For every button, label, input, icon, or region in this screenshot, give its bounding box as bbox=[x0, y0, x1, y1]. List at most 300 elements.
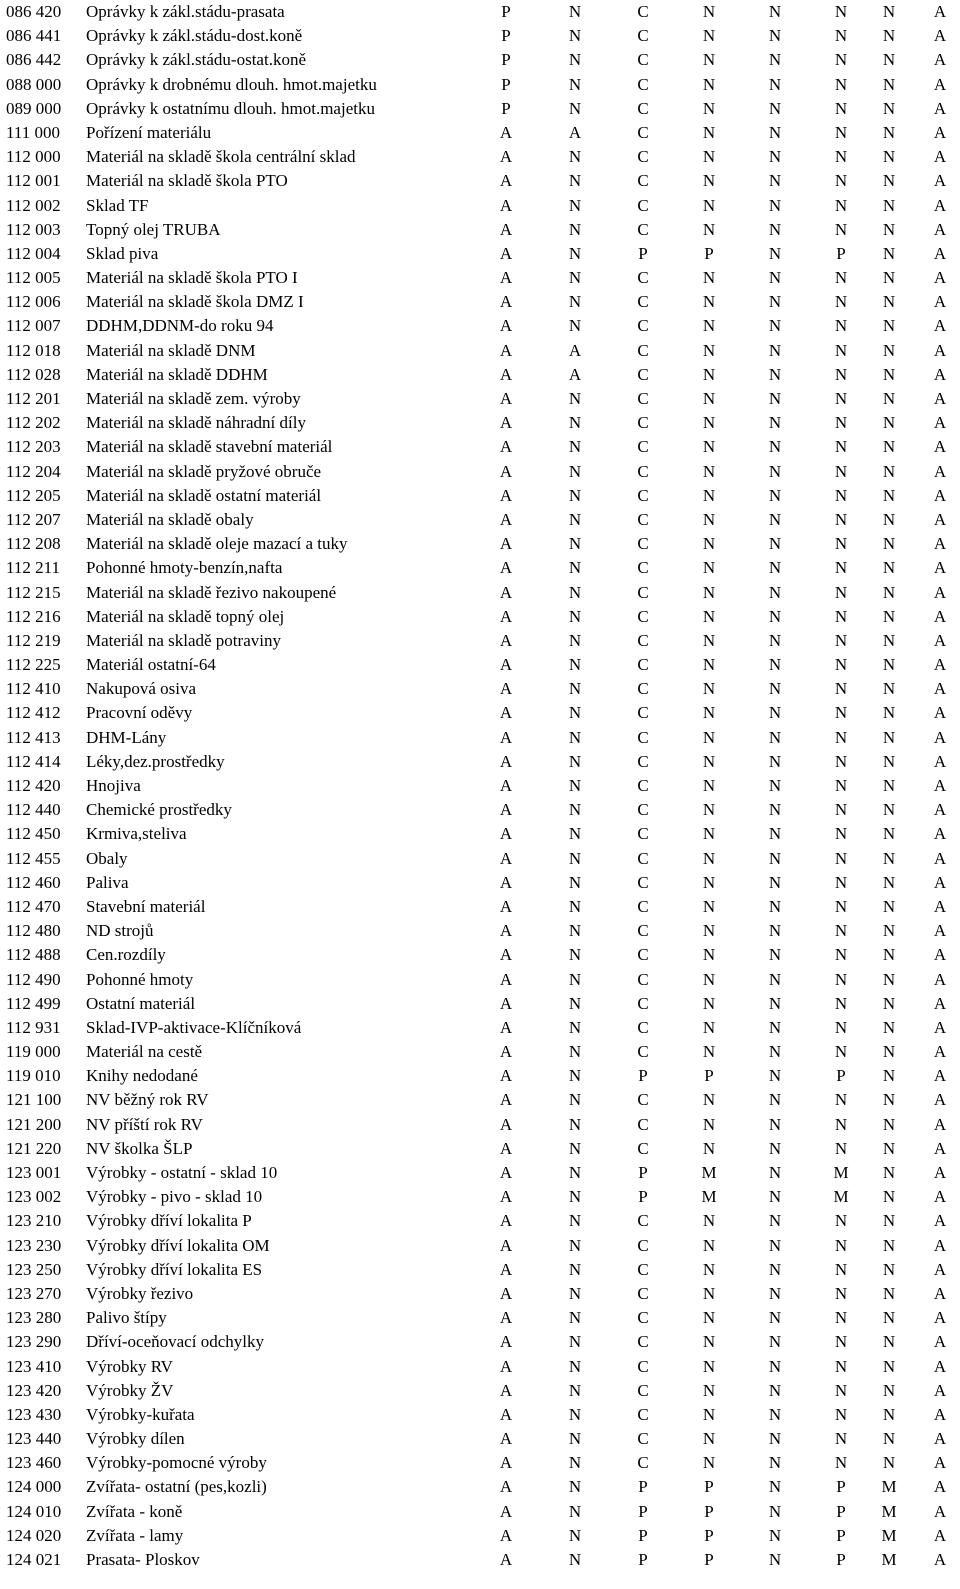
flag-cell: N bbox=[882, 50, 896, 70]
account-name: Materiál na skladě ostatní materiál bbox=[86, 485, 322, 505]
account-name: Léky,dez.prostředky bbox=[86, 751, 225, 771]
flag-cell: A bbox=[499, 1429, 513, 1449]
flag-cell: N bbox=[834, 776, 848, 795]
flag-cell: N bbox=[882, 1453, 896, 1473]
account-code: 123 440 bbox=[6, 1429, 62, 1449]
flag-cell: A bbox=[933, 1332, 947, 1352]
flag-cell: N bbox=[834, 74, 848, 94]
account-name: Stavební materiál bbox=[86, 896, 206, 916]
table-row bbox=[0, 556, 960, 580]
flag-cell: C bbox=[637, 1017, 649, 1037]
table-row bbox=[0, 919, 960, 943]
flag-cell: N bbox=[768, 824, 782, 844]
flag-cell: A bbox=[933, 1114, 947, 1134]
account-name: Pohonné hmoty-benzín,nafta bbox=[86, 558, 283, 578]
flag-cell: N bbox=[882, 1138, 896, 1158]
account-name: Materiál na cestě bbox=[86, 1042, 203, 1062]
flag-cell: N bbox=[768, 1308, 782, 1328]
flag-cell: N bbox=[768, 727, 782, 747]
account-code: 112 007 bbox=[6, 316, 61, 336]
flag-cell: C bbox=[637, 171, 649, 191]
flag-cell: N bbox=[702, 1283, 716, 1303]
account-name: Materiál na skladě škola PTO I bbox=[86, 268, 298, 288]
flag-cell: A bbox=[499, 437, 513, 457]
flag-cell: N bbox=[568, 1163, 582, 1182]
flag-cell: N bbox=[568, 219, 582, 239]
account-code: 123 430 bbox=[6, 1404, 62, 1424]
flag-cell: A bbox=[933, 509, 947, 529]
flag-cell: N bbox=[568, 872, 582, 892]
flag-cell: N bbox=[768, 1380, 782, 1400]
flag-cell: A bbox=[499, 848, 513, 868]
flag-cell: N bbox=[834, 147, 848, 167]
flag-cell: N bbox=[768, 1066, 782, 1086]
table-row bbox=[0, 145, 960, 169]
flag-cell: N bbox=[702, 1404, 716, 1424]
flag-cell: N bbox=[702, 122, 716, 142]
flag-cell: N bbox=[768, 485, 782, 505]
flag-cell: C bbox=[637, 461, 649, 481]
flag-cell: N bbox=[768, 50, 782, 70]
flag-cell: A bbox=[499, 1163, 513, 1182]
flag-cell: A bbox=[933, 1138, 947, 1158]
flag-cell: C bbox=[637, 1453, 649, 1473]
table-row bbox=[0, 460, 960, 484]
flag-cell: N bbox=[702, 1138, 716, 1158]
account-code: 124 020 bbox=[6, 1525, 62, 1545]
flag-cell: N bbox=[768, 945, 782, 965]
table-row bbox=[0, 629, 960, 653]
flag-cell: C bbox=[637, 1429, 649, 1449]
flag-cell: N bbox=[702, 195, 716, 215]
flag-cell: N bbox=[834, 1114, 848, 1134]
table-row bbox=[0, 822, 960, 846]
flag-cell: A bbox=[499, 679, 513, 699]
flag-cell: N bbox=[768, 1356, 782, 1376]
account-name: Sklad TF bbox=[86, 195, 149, 215]
flag-cell: N bbox=[568, 1453, 582, 1473]
flag-cell: N bbox=[568, 1308, 582, 1328]
flag-cell: N bbox=[702, 848, 716, 868]
table-row bbox=[0, 871, 960, 895]
account-name: Výrobky řezivo bbox=[86, 1283, 194, 1303]
flag-cell: N bbox=[702, 1380, 716, 1400]
flag-cell: N bbox=[834, 1356, 848, 1376]
flag-cell: N bbox=[768, 195, 782, 215]
flag-cell: N bbox=[768, 751, 782, 771]
flag-cell: P bbox=[704, 243, 714, 263]
flag-cell: N bbox=[882, 534, 896, 554]
account-name: Výrobky - pivo - sklad 10 bbox=[86, 1187, 263, 1207]
flag-cell: N bbox=[702, 98, 716, 118]
flag-cell: N bbox=[568, 1138, 582, 1158]
flag-cell: C bbox=[637, 2, 649, 21]
account-code: 112 414 bbox=[6, 751, 61, 771]
flag-cell: A bbox=[499, 1259, 513, 1279]
flag-cell: A bbox=[933, 1525, 947, 1545]
flag-cell: C bbox=[637, 558, 649, 578]
flag-cell: C bbox=[637, 50, 649, 70]
flag-cell: C bbox=[637, 606, 649, 626]
flag-cell: C bbox=[637, 1332, 649, 1352]
flag-cell: N bbox=[882, 945, 896, 965]
flag-cell: A bbox=[499, 1235, 513, 1255]
flag-cell: A bbox=[499, 1283, 513, 1303]
flag-cell: A bbox=[499, 1042, 513, 1062]
flag-cell: A bbox=[499, 268, 513, 288]
flag-cell: A bbox=[933, 461, 947, 481]
account-code: 112 440 bbox=[6, 800, 61, 820]
account-code: 121 220 bbox=[6, 1138, 62, 1158]
flag-cell: A bbox=[499, 1332, 513, 1352]
flag-cell: N bbox=[882, 800, 896, 820]
flag-cell: C bbox=[637, 800, 649, 820]
flag-cell: C bbox=[637, 316, 649, 336]
flag-cell: A bbox=[499, 1453, 513, 1473]
flag-cell: N bbox=[702, 679, 716, 699]
flag-cell: N bbox=[882, 2, 896, 21]
flag-cell: N bbox=[702, 534, 716, 554]
flag-cell: N bbox=[834, 98, 848, 118]
flag-cell: N bbox=[882, 582, 896, 602]
flag-cell: N bbox=[768, 389, 782, 408]
flag-cell: A bbox=[499, 461, 513, 481]
flag-cell: A bbox=[499, 485, 513, 505]
flag-cell: N bbox=[882, 655, 896, 675]
flag-cell: C bbox=[637, 74, 649, 94]
flag-cell: N bbox=[702, 606, 716, 626]
table-row bbox=[0, 677, 960, 701]
flag-cell: N bbox=[882, 1066, 896, 1086]
flag-cell: A bbox=[933, 1477, 947, 1497]
account-name: Výrobky dříví lokalita P bbox=[86, 1211, 252, 1231]
flag-cell: N bbox=[568, 558, 582, 578]
account-name: Oprávky k zákl.stádu-dost.koně bbox=[86, 26, 303, 46]
flag-cell: N bbox=[568, 461, 582, 481]
flag-cell: N bbox=[768, 896, 782, 916]
flag-cell: N bbox=[834, 219, 848, 239]
flag-cell: N bbox=[702, 1332, 716, 1352]
flag-cell: A bbox=[933, 1453, 947, 1473]
account-code: 089 000 bbox=[6, 98, 62, 118]
flag-cell: A bbox=[933, 1429, 947, 1449]
flag-cell: N bbox=[882, 824, 896, 844]
flag-cell: N bbox=[882, 1187, 896, 1207]
flag-cell: C bbox=[637, 896, 649, 916]
account-code: 123 290 bbox=[6, 1332, 62, 1352]
flag-cell: N bbox=[768, 147, 782, 167]
flag-cell: N bbox=[834, 171, 848, 191]
flag-cell: N bbox=[882, 74, 896, 94]
flag-cell: N bbox=[702, 1308, 716, 1328]
flag-cell: A bbox=[933, 364, 947, 384]
flag-cell: A bbox=[933, 122, 947, 142]
flag-cell: N bbox=[882, 606, 896, 626]
flag-cell: A bbox=[933, 1259, 947, 1279]
flag-cell: N bbox=[768, 98, 782, 118]
flag-cell: N bbox=[834, 969, 848, 989]
table-row bbox=[0, 411, 960, 435]
flag-cell: N bbox=[568, 679, 582, 699]
flag-cell: N bbox=[768, 268, 782, 288]
flag-cell: N bbox=[882, 292, 896, 312]
flag-cell: N bbox=[568, 848, 582, 868]
flag-cell: N bbox=[568, 1017, 582, 1037]
table-row bbox=[0, 1088, 960, 1112]
flag-cell: N bbox=[882, 268, 896, 288]
flag-cell: N bbox=[768, 413, 782, 433]
account-code: 111 000 bbox=[6, 122, 60, 142]
account-name: Zvířata - koně bbox=[86, 1501, 183, 1521]
flag-cell: C bbox=[637, 122, 649, 142]
flag-cell: N bbox=[568, 1501, 582, 1521]
flag-cell: A bbox=[933, 1163, 947, 1182]
flag-cell: N bbox=[834, 1259, 848, 1279]
account-name: Výrobky - ostatní - sklad 10 bbox=[86, 1163, 278, 1182]
flag-cell: A bbox=[933, 268, 947, 288]
table-row bbox=[0, 73, 960, 97]
account-code: 112 001 bbox=[6, 171, 61, 191]
flag-cell: N bbox=[568, 74, 582, 94]
flag-cell: N bbox=[882, 1332, 896, 1352]
flag-cell: N bbox=[834, 268, 848, 288]
flag-cell: M bbox=[881, 1477, 897, 1497]
flag-cell: A bbox=[499, 727, 513, 747]
table-row bbox=[0, 1306, 960, 1330]
flag-cell: N bbox=[834, 1453, 848, 1473]
flag-cell: N bbox=[768, 872, 782, 892]
flag-cell: N bbox=[834, 122, 848, 142]
flag-cell: N bbox=[568, 1380, 582, 1400]
account-name: Výrobky dříví lokalita OM bbox=[86, 1235, 270, 1255]
flag-cell: N bbox=[882, 969, 896, 989]
account-name: Výrobky dříví lokalita ES bbox=[86, 1259, 263, 1279]
flag-cell: N bbox=[834, 679, 848, 699]
flag-cell: N bbox=[768, 1332, 782, 1352]
flag-cell: N bbox=[882, 1163, 896, 1182]
flag-cell: P bbox=[836, 1525, 846, 1545]
flag-cell: C bbox=[637, 437, 649, 457]
flag-cell: N bbox=[568, 630, 582, 650]
account-name: Výrobky-kuřata bbox=[86, 1404, 195, 1424]
flag-cell: N bbox=[882, 1017, 896, 1037]
flag-cell: C bbox=[637, 993, 649, 1013]
flag-cell: N bbox=[568, 292, 582, 312]
account-name: Výrobky RV bbox=[86, 1356, 173, 1376]
flag-cell: N bbox=[702, 896, 716, 916]
flag-cell: N bbox=[834, 800, 848, 820]
account-name: ND strojů bbox=[86, 921, 154, 941]
flag-cell: N bbox=[568, 993, 582, 1013]
table-row bbox=[0, 1524, 960, 1548]
flag-cell: A bbox=[933, 824, 947, 844]
flag-cell: N bbox=[768, 679, 782, 699]
flag-cell: A bbox=[933, 969, 947, 989]
flag-cell: N bbox=[768, 921, 782, 941]
account-code: 112 004 bbox=[6, 243, 61, 263]
flag-cell: N bbox=[702, 2, 716, 21]
flag-cell: N bbox=[834, 1404, 848, 1424]
flag-cell: P bbox=[638, 1477, 648, 1497]
flag-cell: C bbox=[637, 1283, 649, 1303]
table-row bbox=[0, 1451, 960, 1475]
flag-cell: N bbox=[702, 74, 716, 94]
flag-cell: C bbox=[637, 268, 649, 288]
table-row bbox=[0, 1161, 960, 1185]
table-row bbox=[0, 169, 960, 193]
flag-cell: A bbox=[933, 679, 947, 699]
flag-cell: A bbox=[499, 1477, 513, 1497]
flag-cell: A bbox=[499, 292, 513, 312]
flag-cell: A bbox=[499, 1550, 513, 1569]
flag-cell: N bbox=[834, 921, 848, 941]
table-row bbox=[0, 1137, 960, 1161]
table-row bbox=[0, 653, 960, 677]
account-name: Oprávky k drobnému dlouh. hmot.majetku bbox=[86, 74, 377, 94]
flag-cell: N bbox=[768, 1429, 782, 1449]
flag-cell: P bbox=[501, 74, 511, 94]
flag-cell: N bbox=[768, 848, 782, 868]
flag-cell: N bbox=[834, 751, 848, 771]
flag-cell: N bbox=[882, 1211, 896, 1231]
flag-cell: N bbox=[768, 1550, 782, 1569]
flag-cell: A bbox=[933, 74, 947, 94]
flag-cell: N bbox=[702, 509, 716, 529]
flag-cell: N bbox=[702, 921, 716, 941]
table-row bbox=[0, 701, 960, 725]
flag-cell: N bbox=[702, 1259, 716, 1279]
account-code: 119 010 bbox=[6, 1066, 61, 1086]
flag-cell: N bbox=[768, 1114, 782, 1134]
flag-cell: N bbox=[702, 485, 716, 505]
flag-cell: A bbox=[499, 703, 513, 723]
flag-cell: N bbox=[882, 461, 896, 481]
flag-cell: N bbox=[702, 268, 716, 288]
table-row bbox=[0, 968, 960, 992]
flag-cell: A bbox=[499, 1211, 513, 1231]
flag-cell: N bbox=[568, 703, 582, 723]
account-code: 112 028 bbox=[6, 364, 61, 384]
flag-cell: N bbox=[768, 2, 782, 21]
flag-cell: A bbox=[499, 389, 513, 408]
flag-cell: C bbox=[637, 630, 649, 650]
table-row bbox=[0, 1258, 960, 1282]
flag-cell: N bbox=[568, 606, 582, 626]
table-row bbox=[0, 750, 960, 774]
flag-cell: N bbox=[768, 969, 782, 989]
flag-cell: N bbox=[834, 872, 848, 892]
flag-cell: N bbox=[568, 1283, 582, 1303]
flag-cell: N bbox=[834, 993, 848, 1013]
flag-cell: A bbox=[933, 558, 947, 578]
flag-cell: C bbox=[637, 751, 649, 771]
flag-cell: N bbox=[882, 921, 896, 941]
table-row bbox=[0, 1016, 960, 1040]
flag-cell: N bbox=[568, 485, 582, 505]
flag-cell: N bbox=[834, 630, 848, 650]
table-row bbox=[0, 1403, 960, 1427]
flag-cell: N bbox=[702, 993, 716, 1013]
account-code: 123 410 bbox=[6, 1356, 62, 1376]
flag-cell: C bbox=[637, 1042, 649, 1062]
flag-cell: N bbox=[702, 1453, 716, 1473]
flag-cell: A bbox=[499, 921, 513, 941]
flag-cell: A bbox=[933, 1042, 947, 1062]
flag-cell: N bbox=[568, 727, 582, 747]
flag-cell: N bbox=[834, 558, 848, 578]
account-code: 112 460 bbox=[6, 872, 61, 892]
flag-cell: N bbox=[568, 1477, 582, 1497]
flag-cell: C bbox=[637, 848, 649, 868]
flag-cell: N bbox=[834, 896, 848, 916]
flag-cell: N bbox=[768, 122, 782, 142]
account-code: 112 204 bbox=[6, 461, 61, 481]
table-row bbox=[0, 0, 960, 24]
flag-cell: N bbox=[702, 945, 716, 965]
flag-cell: N bbox=[568, 1356, 582, 1376]
flag-cell: P bbox=[704, 1525, 714, 1545]
flag-cell: N bbox=[834, 195, 848, 215]
flag-cell: A bbox=[933, 1501, 947, 1521]
flag-cell: N bbox=[882, 219, 896, 239]
flag-cell: N bbox=[882, 1114, 896, 1134]
flag-cell: A bbox=[933, 195, 947, 215]
flag-cell: N bbox=[834, 1211, 848, 1231]
flag-cell: N bbox=[702, 292, 716, 312]
account-code: 123 210 bbox=[6, 1211, 62, 1231]
flag-cell: C bbox=[637, 945, 649, 965]
flag-cell: A bbox=[499, 534, 513, 554]
account-code: 112 211 bbox=[6, 558, 60, 578]
flag-cell: N bbox=[568, 1042, 582, 1062]
flag-cell: C bbox=[637, 413, 649, 433]
flag-cell: A bbox=[933, 292, 947, 312]
flag-cell: A bbox=[933, 630, 947, 650]
account-code: 112 003 bbox=[6, 219, 61, 239]
flag-cell: N bbox=[568, 582, 582, 602]
account-name: Materiál na skladě topný olej bbox=[86, 606, 285, 626]
flag-cell: P bbox=[638, 243, 648, 263]
flag-cell: N bbox=[882, 993, 896, 1013]
flag-cell: P bbox=[836, 1501, 846, 1521]
flag-cell: A bbox=[568, 340, 582, 360]
account-name: Dříví-oceňovací odchylky bbox=[86, 1332, 264, 1352]
flag-cell: N bbox=[768, 1477, 782, 1497]
flag-cell: N bbox=[834, 389, 848, 408]
account-name: Sklad-IVP-aktivace-Klíčníková bbox=[86, 1017, 302, 1037]
flag-cell: C bbox=[637, 195, 649, 215]
account-code: 123 001 bbox=[6, 1163, 62, 1182]
flag-cell: P bbox=[501, 50, 511, 70]
flag-cell: A bbox=[933, 1404, 947, 1424]
flag-cell: A bbox=[933, 50, 947, 70]
account-code: 112 499 bbox=[6, 993, 61, 1013]
flag-cell: C bbox=[637, 1259, 649, 1279]
flag-cell: A bbox=[933, 219, 947, 239]
flag-cell: N bbox=[882, 316, 896, 336]
flag-cell: N bbox=[768, 243, 782, 263]
flag-cell: N bbox=[768, 437, 782, 457]
account-name: Oprávky k zákl.stádu-ostat.koně bbox=[86, 50, 306, 70]
flag-cell: P bbox=[638, 1066, 648, 1086]
account-code: 112 203 bbox=[6, 437, 61, 457]
flag-cell: N bbox=[834, 26, 848, 46]
flag-cell: N bbox=[768, 316, 782, 336]
flag-cell: N bbox=[568, 147, 582, 167]
flag-cell: N bbox=[568, 776, 582, 795]
flag-cell: N bbox=[702, 147, 716, 167]
account-name: Výrobky ŽV bbox=[86, 1380, 174, 1400]
